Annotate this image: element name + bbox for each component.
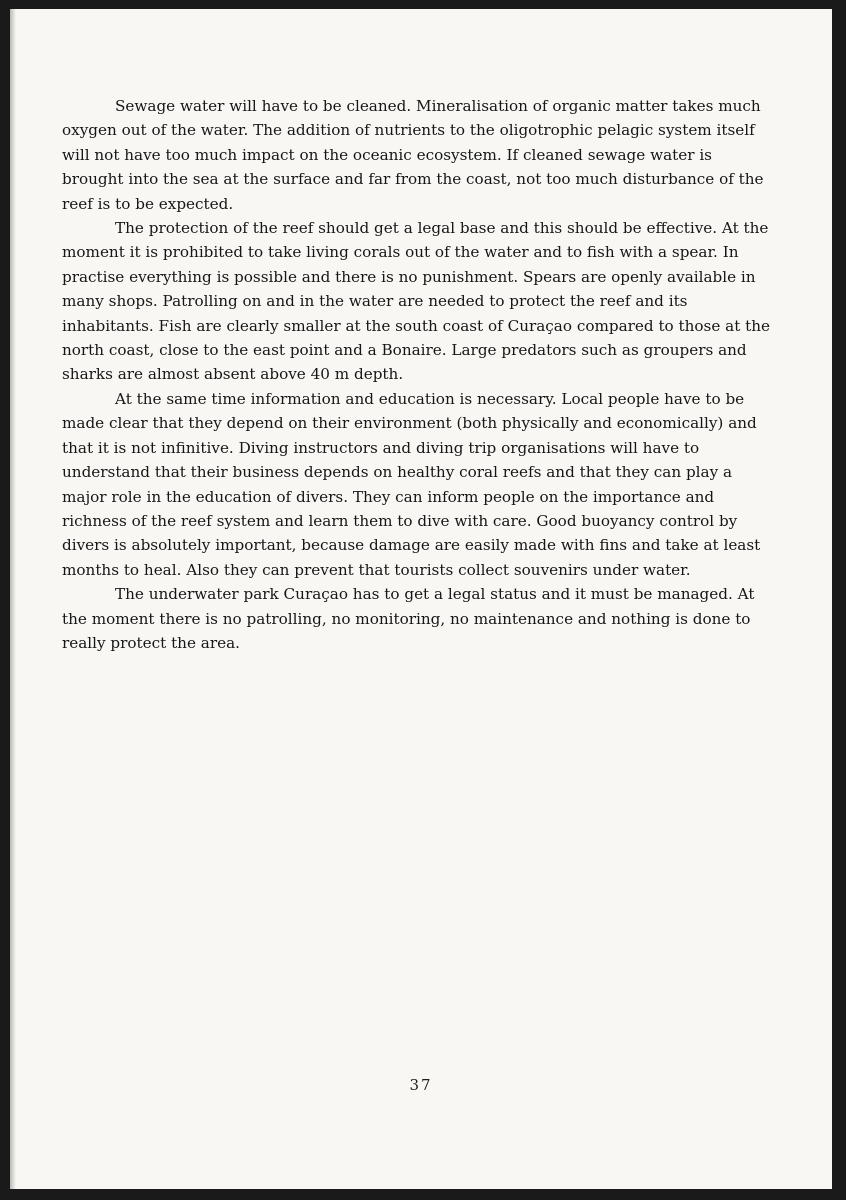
paragraph-education: At the same time information and education is necessary. Local people have to be made clear that they depend on their environment (both physically and economically) and that it is not infinitive. Diving instructors and diving trip organisations will have to understand that their business depends on healthy coral reefs and that they can play a major role in the education of divers. They can inform people on the importance and richness of the reef system and learn them to dive with care. Good buoyancy control by divers is absolutely important, because damage are easily made with fins and take at least months to heal. Also they can prevent that tourists collect souvenirs under water. bbox=[62, 389, 761, 579]
page-number: 37 bbox=[409, 1076, 433, 1094]
paragraph-sewage: Sewage water will have to be cleaned. Mineralisation of organic matter takes much oxygen out of the water. The addition of nutrients to the oligotrophic pelagic system itself will not have too much impact on the oceanic ecosystem. If cleaned sewage water is brought into the sea at the surface and far from the coast, not too much disturbance of the reef is to be expected. bbox=[62, 97, 764, 213]
paragraph-underwater-park: The underwater park Curaçao has to get a legal status and it must be managed. At the moment there is no patrolling, no monitoring, no maintenance and nothing is done to really protect the area. bbox=[62, 585, 755, 652]
spine-shadow bbox=[10, 9, 16, 1189]
paragraph-reef-protection: The protection of the reef should get a legal base and this should be effective. At the moment it is prohibited to take living corals out of the water and to fish with a spear. In practise everything is possible and there is no punishment. Spears are openly available in many shops. Patrolling on and in the water are needed to protect the reef and its inhabitants. Fish are clearly smaller at the south coast of Curaçao compared to those at the north coast, close to the east point and a Bonaire. Large predators such as groupers and sharks are almost absent above 40 m depth. bbox=[62, 219, 771, 384]
body-text bbox=[62, 94, 774, 655]
paper-sheet bbox=[10, 9, 832, 1189]
